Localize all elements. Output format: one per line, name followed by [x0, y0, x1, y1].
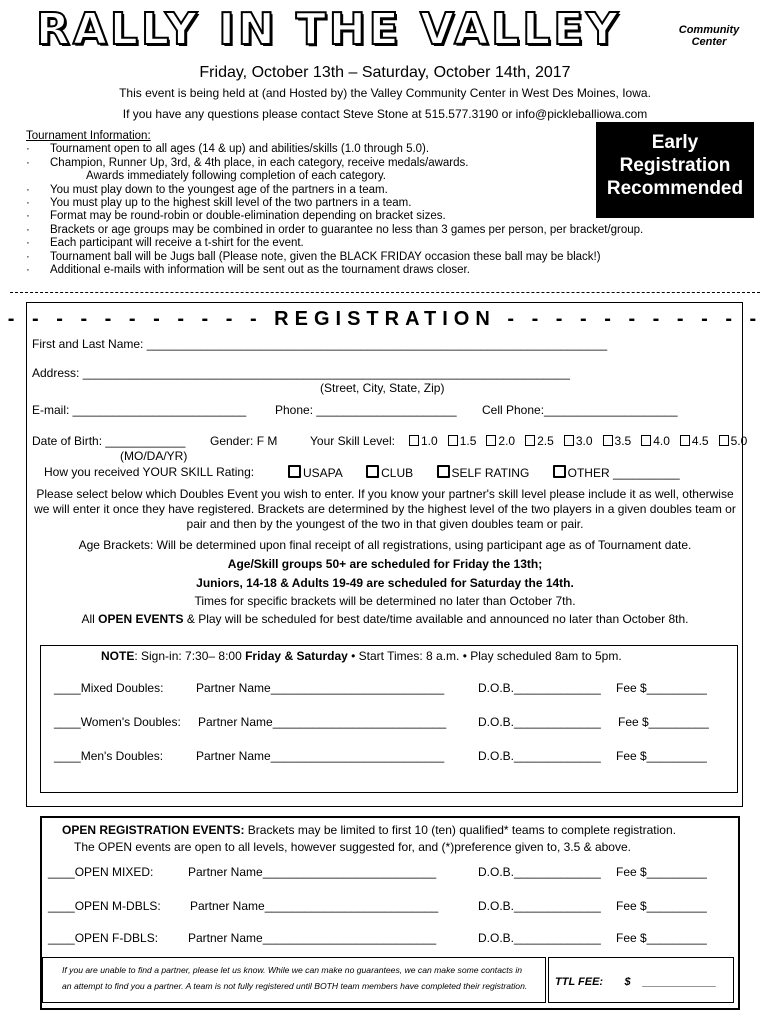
skill-checkbox[interactable]: 3.5	[603, 434, 632, 448]
phone-field[interactable]: Phone: _____________________	[275, 403, 457, 417]
tournament-info	[26, 130, 643, 277]
partner-dob-field[interactable]: D.O.B._____________	[478, 931, 601, 945]
dob-field[interactable]: Date of Birth: ____________	[32, 434, 186, 448]
open-events-text: All OPEN EVENTS & Play will be scheduled for best date/time available and announced no later than October 8th.	[81, 612, 689, 626]
partner-help-line: an attempt to find you a partner. A team is not fully registered until BOTH team members have completed their registration.	[62, 981, 528, 991]
fee-field[interactable]: Fee $_________	[618, 715, 709, 729]
open-registration-title: OPEN REGISTRATION EVENTS: Brackets may be limited to first 10 (ten) qualified* teams to complete registration.	[62, 823, 676, 837]
partner-name-field[interactable]: Partner Name__________________________	[198, 715, 447, 729]
open-f-dbls-checkline[interactable]: ____OPEN F-DBLS:	[48, 931, 159, 945]
fee-field[interactable]: Fee $_________	[616, 899, 707, 913]
checkbox-icon	[603, 435, 613, 446]
age-brackets-text: Age Brackets: Will be determined upon final receipt of all registrations, using participant age as of Tournament date.	[78, 538, 692, 552]
cut-line	[10, 292, 760, 293]
checkbox-icon	[525, 435, 535, 446]
open-m-dbls-checkline[interactable]: ____OPEN M-DBLS:	[48, 899, 161, 913]
skill-level-label: Your Skill Level:	[310, 434, 395, 448]
partner-dob-field[interactable]: D.O.B._____________	[478, 865, 601, 879]
email-field[interactable]: E-mail: __________________________	[32, 403, 247, 417]
early-line-1: Early	[651, 132, 699, 153]
open-registration-subtitle: The OPEN events are open to all levels, however suggested for, and (*)preference given to, 3.5 & above.	[74, 840, 631, 854]
address-hint: (Street, City, State, Zip)	[320, 381, 445, 395]
rating-checkbox-other[interactable]: OTHER __________	[553, 466, 680, 480]
checkbox-icon	[288, 465, 301, 478]
skill-checkbox[interactable]: 4.0	[641, 434, 670, 448]
skill-checkbox[interactable]: 4.5	[680, 434, 709, 448]
event-dates: Friday, October 13th – Saturday, October 14th, 2017	[199, 64, 571, 81]
partner-name-field[interactable]: Partner Name__________________________	[188, 865, 437, 879]
skill-checkbox[interactable]: 1.5	[448, 434, 477, 448]
hosted-text: This event is being held at (and Hosted by) the Valley Community Center in West Des Moines, Iowa.	[119, 86, 651, 100]
info-item: · Tournament ball will be Jugs ball (Please note, given the BLACK FRIDAY occasion these ball may be black!)	[26, 251, 643, 264]
info-item: · Tournament open to all ages (14 & up) and abilities/skills (1.0 through 5.0).	[26, 143, 643, 156]
partner-dob-field[interactable]: D.O.B._____________	[478, 681, 601, 695]
fee-field[interactable]: Fee $_________	[616, 931, 707, 945]
checkbox-icon	[366, 465, 379, 478]
womens-doubles-checkline[interactable]: ____Women's Doubles:	[54, 715, 181, 729]
partner-help-line: If you are unable to find a partner, please let us know. While we can make no guarantees, we can make some contacts in	[62, 965, 523, 975]
info-item: Awards immediately following completion of each category.	[86, 170, 386, 183]
info-item: · You must play up to the highest skill level of the two partners in a team.	[26, 197, 643, 210]
skill-checkbox[interactable]: 1.0	[409, 434, 438, 448]
times-text: Times for specific brackets will be determined no later than October 7th.	[194, 594, 576, 608]
checkbox-icon	[409, 435, 419, 446]
dob-hint: (MO/DA/YR)	[120, 449, 188, 463]
saturday-schedule: Juniors, 14-18 & Adults 19-49 are scheduled for Saturday the 14th.	[196, 576, 574, 590]
checkbox-icon	[564, 435, 574, 446]
cell-phone-field[interactable]: Cell Phone:____________________	[482, 403, 678, 417]
info-item: · Each participant will receive a t-shirt for the event.	[26, 237, 643, 250]
info-item: · Champion, Runner Up, 3rd, & 4th place, in each category, receive medals/awards.	[26, 157, 643, 170]
rating-checkbox-self[interactable]: SELF RATING	[437, 466, 530, 480]
partner-name-field[interactable]: Partner Name__________________________	[188, 931, 437, 945]
fee-field[interactable]: Fee $_________	[616, 865, 707, 879]
gender-field[interactable]: Gender: F M	[210, 434, 278, 448]
rating-checkbox-usapa[interactable]: USAPA	[288, 466, 343, 480]
rating-options	[288, 465, 680, 480]
checkbox-icon	[641, 435, 651, 446]
checkbox-icon	[486, 435, 496, 446]
skill-checkbox[interactable]: 2.5	[525, 434, 554, 448]
partner-dob-field[interactable]: D.O.B._____________	[478, 715, 601, 729]
address-field[interactable]: Address: _________________________________________________________________________	[32, 366, 570, 380]
friday-schedule: Age/Skill groups 50+ are scheduled for Friday the 13th;	[227, 557, 543, 571]
checkbox-icon	[437, 465, 450, 478]
mens-doubles-checkline[interactable]: ____Men's Doubles:	[54, 749, 164, 763]
registration-heading: - - - - - - - - - - - REGISTRATION - - - - - - - - - - -	[7, 308, 763, 330]
partner-help-text	[62, 962, 542, 994]
partner-name-field[interactable]: Partner Name__________________________	[196, 681, 445, 695]
checkbox-icon	[680, 435, 690, 446]
partner-name-field[interactable]: Partner Name__________________________	[190, 899, 439, 913]
info-item: · Additional e-mails with information will be sent out as the tournament draws closer.	[26, 264, 643, 277]
note-text: NOTE: Sign-in: 7:30– 8:00 Friday & Saturday • Start Times: 8 a.m. • Play scheduled 8am to 5pm.	[101, 649, 622, 663]
partner-dob-field[interactable]: D.O.B._____________	[478, 899, 601, 913]
rating-label: How you received YOUR SKILL Rating:	[44, 465, 255, 479]
skill-checkbox[interactable]: 3.0	[564, 434, 593, 448]
total-fee-field[interactable]: TTL FEE: $ ____________	[555, 976, 717, 988]
skill-checkbox[interactable]: 5.0	[719, 434, 748, 448]
info-item: · You must play down to the youngest age of the partners in a team.	[26, 184, 643, 197]
fee-field[interactable]: Fee $_________	[616, 749, 707, 763]
event-title: RALLY IN THE VALLEY	[36, 4, 622, 55]
info-item: · Brackets or age groups may be combined in order to guarantee no less than 3 games per person, per bracket/group.	[26, 224, 643, 237]
partner-name-field[interactable]: Partner Name__________________________	[196, 749, 445, 763]
name-field[interactable]: First and Last Name: _____________________________________________________________________	[32, 337, 608, 351]
info-heading: Tournament Information:	[26, 130, 151, 142]
checkbox-icon	[448, 435, 458, 446]
skill-checkbox[interactable]: 2.0	[486, 434, 515, 448]
skill-level-options	[409, 434, 747, 448]
rating-checkbox-club[interactable]: CLUB	[366, 466, 413, 480]
community-center-logo-text: Community Center	[678, 24, 740, 48]
checkbox-icon	[553, 465, 566, 478]
early-line-3: Recommended	[606, 178, 744, 199]
info-item: · Format may be round-robin or double-elimination depending on bracket sizes.	[26, 210, 643, 223]
checkbox-icon	[719, 435, 729, 446]
mixed-doubles-checkline[interactable]: ____Mixed Doubles:	[54, 681, 164, 695]
partner-dob-field[interactable]: D.O.B._____________	[478, 749, 601, 763]
early-line-2: Registration	[619, 155, 731, 176]
fee-field[interactable]: Fee $_________	[616, 681, 707, 695]
open-mixed-checkline[interactable]: ____OPEN MIXED:	[48, 865, 154, 879]
doubles-instructions: Please select below which Doubles Event you wish to enter. If you know your partner's skill level please include it as well, otherwise we will enter it once they have registered. Brackets are determined by the highest level of the two players in a given doubles team or pair and then by the youngest of the two in that given doubles team or pair.	[34, 487, 736, 531]
contact-text: If you have any questions please contact Steve Stone at 515.577.3190 or info@pickleballiowa.com	[122, 107, 648, 121]
